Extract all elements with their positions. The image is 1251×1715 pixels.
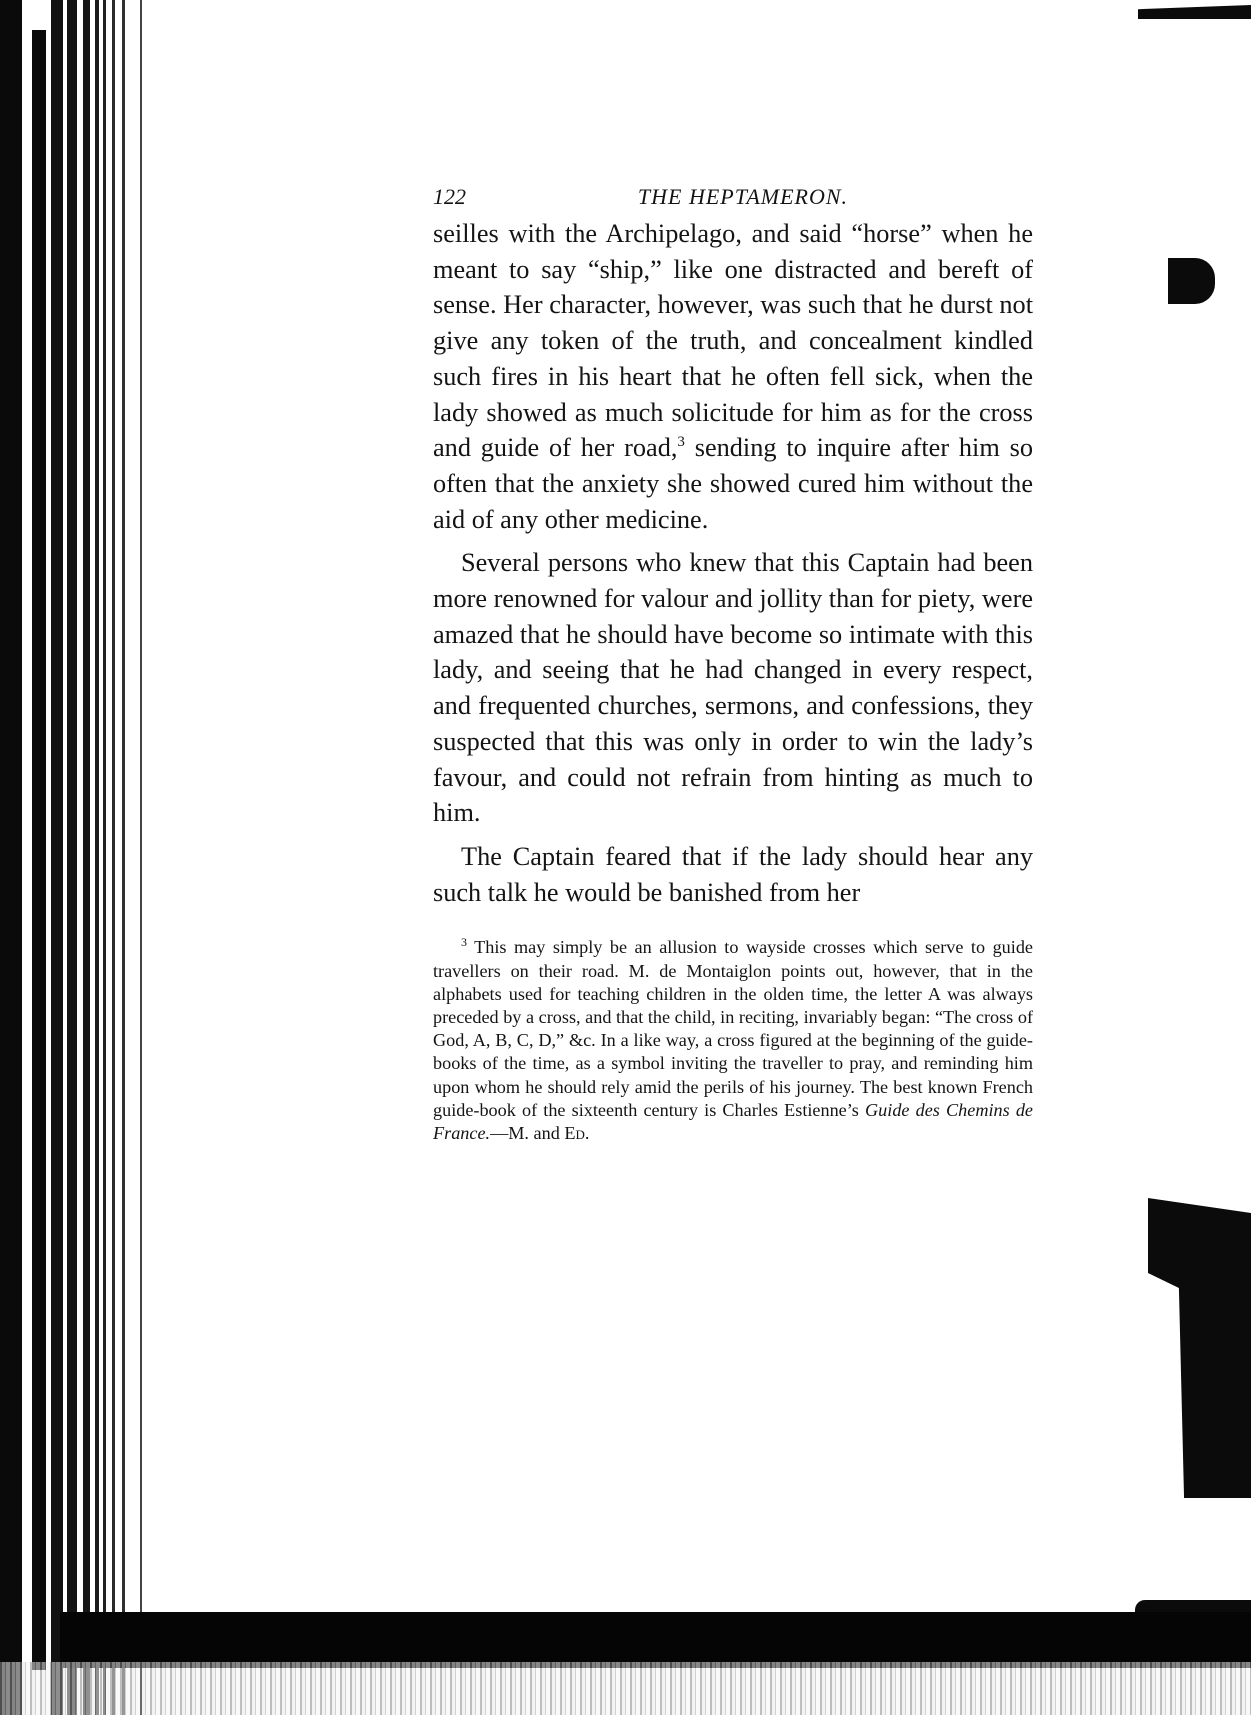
running-title: THE HEPTAMERON.: [637, 184, 849, 209]
body-paragraph-1: [433, 216, 1033, 537]
footnote-editor: Ed.: [564, 1122, 590, 1143]
scan-blot-right-lower: [1148, 1198, 1251, 1498]
book-page: [433, 180, 1033, 1145]
scan-bottom-shadow: [0, 1612, 1251, 1715]
footnote-reference: 3: [677, 434, 685, 451]
book-spine-shadow: [0, 0, 160, 1715]
scan-bottom-solid: [60, 1612, 1251, 1668]
footnote: [433, 936, 1033, 1145]
page-number: 122: [433, 184, 466, 209]
scan-blot-top-right: [1138, 5, 1251, 19]
running-head: [433, 180, 1033, 216]
body-paragraph-3: The Captain feared that if the lady should hear any such talk he would be banished from her: [433, 841, 1033, 907]
body-paragraph-2: Several persons who knew that this Captain had been more renowned for valour and jollity than for piety, were amazed that he should have become so intimate with this lady, and seeing that he had changed in every respect, and frequented churches, sermons, and confessions, they suspected that this was only in order to win the lady’s favour, and could not refrain from hinting as much to him.: [433, 548, 1034, 828]
paragraph-text: sending to inquire after him so often that the anxiety she showed cured him without the aid of any other medicine.: [433, 433, 1033, 534]
paragraph-text: seilles with the Archipelago, and said “horse” when he meant to say “ship,” like one distracted and bereft of sense. Her character, however, was such that he durst not give any token of the truth, and concealment kindled such fires in his heart that he often fell sick, when the lady showed as much solicitude for him as for the cross and guide of her road,: [433, 219, 1033, 463]
footnote-text: This may simply be an allusion to wayside crosses which serve to guide travellers on their road. M. de Montaiglon points out, however, that in the alphabets used for teaching children in the olden time, the letter A was always preceded by a cross, and that the child, in reciting, invariably began: “The cross of God, A, B, C, D,” &c. In a like way, a cross figured at the beginning of the guide-books of the time, as a symbol inviting the traveller to pray, and reminding him upon whom he should rely amid the perils of his journey. The best known French guide-book of the sixteenth century is Charles Estienne’s: [433, 937, 1033, 1120]
footnote-attribution: —M. and: [490, 1122, 565, 1143]
footnote-book-title: Guide des Chemins de France.: [433, 1099, 1034, 1143]
scan-blot-right-upper: [1168, 258, 1215, 304]
scan-bottom-noise: [0, 1662, 1251, 1715]
footnote-marker: 3: [461, 935, 467, 950]
